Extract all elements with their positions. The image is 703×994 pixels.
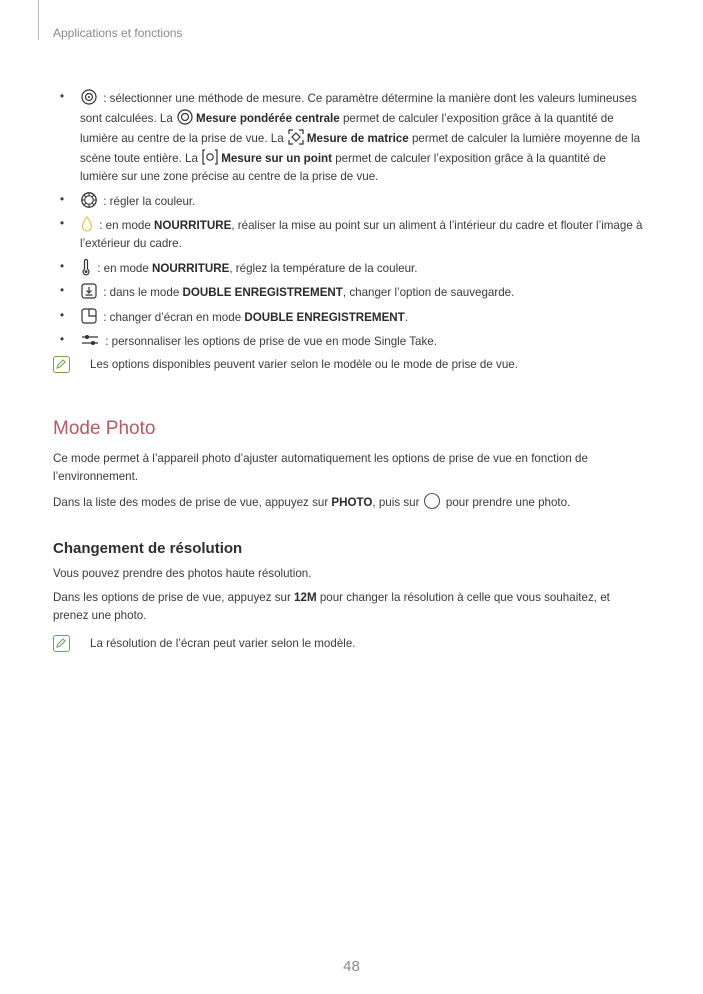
list-item-single-take: • : personnaliser les options de prise de vue en mode Single Take. bbox=[53, 331, 643, 351]
switch-screen-icon bbox=[80, 307, 98, 325]
paragraph: Ce mode permet à l’appareil photo d’ajuster automatiquement les options de prise de vue en fonction de l’environnement. bbox=[53, 451, 588, 483]
list-item-save-option: • : dans le mode DOUBLE ENREGISTREMENT, changer l’option de sauvegarde. bbox=[53, 282, 643, 302]
list-item-metering: • : sélectionner une méthode de mesure. Ce paramètre détermine la manière dont les valeurs lumineuses sont calculées. La Mesure pondérée centrale permet de calculer l’exposition grâce à la quantité de lumière au centre de la prise de vue. La Mesure de matrice permet de calculer la lumière moyenne de la scène toute entière. La Mesure sur un point permet de calculer l’exposition grâce à la quantité de lumière sur une zone précise au centre de la prise de vue. bbox=[53, 88, 643, 186]
note-resolution: La résolution de l’écran peut varier selon le modèle. bbox=[53, 635, 643, 653]
page-number: 48 bbox=[343, 958, 360, 975]
paragraph: Dans les options de prise de vue, appuyez sur 12M pour changer la résolution à celle que vous souhaitez, et prenez une photo. bbox=[53, 590, 610, 622]
pencil-note-icon bbox=[53, 635, 70, 652]
save-option-icon bbox=[80, 282, 98, 300]
list-item-switch-screen: • : changer d’écran en mode DOUBLE ENREGISTREMENT. bbox=[53, 307, 643, 327]
header-rule bbox=[38, 0, 39, 40]
pencil-note-icon bbox=[53, 356, 70, 373]
center-weighted-icon bbox=[176, 108, 194, 126]
section-header: Applications et fonctions bbox=[53, 26, 183, 40]
shutter-icon bbox=[423, 492, 441, 510]
list-item-temperature: • : en mode NOURRITURE, réglez la température de la couleur. bbox=[53, 258, 643, 278]
metering-icon bbox=[80, 88, 98, 106]
list-item-color: • : régler la couleur. bbox=[53, 191, 643, 211]
matrix-icon bbox=[287, 128, 305, 146]
thermometer-icon bbox=[80, 258, 92, 276]
note-options: Les options disponibles peuvent varier selon le modèle ou le mode de prise de vue. bbox=[53, 356, 643, 374]
page-content bbox=[53, 88, 643, 653]
paragraph: Dans la liste des modes de prise de vue, appuyez sur PHOTO, puis sur pour prendre une photo. bbox=[53, 492, 643, 512]
section-title: Mode Photo bbox=[53, 417, 156, 439]
sliders-icon bbox=[80, 331, 100, 349]
paragraph: Vous pouvez prendre des photos haute résolution. bbox=[53, 566, 312, 580]
spot-icon bbox=[201, 148, 219, 166]
color-wheel-icon bbox=[80, 191, 98, 209]
subsection-title: Changement de résolution bbox=[53, 539, 243, 557]
icon-description-list bbox=[53, 88, 643, 351]
focus-drop-icon bbox=[80, 215, 94, 233]
list-item-food-focus: • : en mode NOURRITURE, réaliser la mise au point sur un aliment à l’intérieur du cadre et flouter l’image à l’extérieur du cadre. bbox=[53, 215, 643, 253]
